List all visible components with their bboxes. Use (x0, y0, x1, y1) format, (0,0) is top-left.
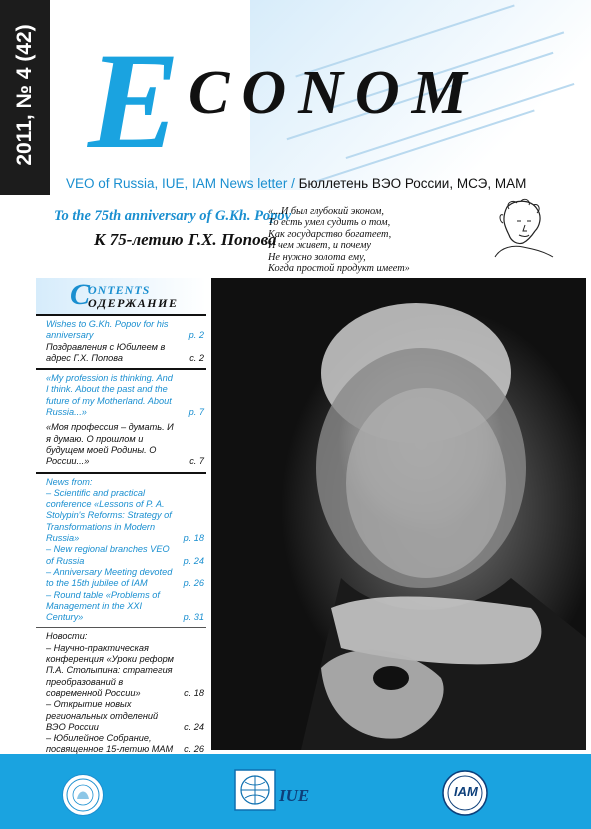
contents-entry[interactable] (46, 342, 204, 365)
entry-title: – Научно-практическая конференция «Уроки реформ П.А. Столыпина: стратегия преобразований в современной России» (46, 642, 174, 698)
iam-logo-text: IAM (454, 784, 478, 799)
entry-title: – Scientific and practical conference «Lessons of P. A. Stolypin's Reforms: Strategy of Transformations in Modern Russia» (46, 487, 172, 544)
entry-title: «My profession is thinking. And I think. About the past and the future of my Motherland. About Russia...» (46, 373, 173, 418)
masthead-title: CONOM (188, 59, 479, 127)
contents-entry (46, 631, 204, 642)
entry-title: – Юбилейное Собрание, посвященное 15-летию МАМ (46, 733, 174, 755)
entry-page: p. 18 (183, 533, 204, 544)
quote-line: «...И был глубокий эконом, (268, 206, 384, 217)
contents-entry[interactable] (46, 544, 204, 567)
entry-title: – Anniversary Meeting devoted to the 15th jubilee of IAM (46, 566, 173, 589)
iue-logo-text: IUE (279, 786, 310, 805)
quote-line: То есть умел судить о том, (268, 217, 391, 229)
veo-seal-logo (62, 774, 104, 816)
subtitle-en: VEO of Russia, IUE, IAM News letter / (66, 176, 295, 191)
entry-title: – Открытие новых региональных отделений ВЭО России (46, 699, 159, 732)
entry-page: p. 31 (183, 612, 204, 623)
contents-title (36, 278, 206, 314)
contents-list (36, 314, 206, 814)
contents-entry[interactable] (46, 319, 204, 342)
contents-entry[interactable] (46, 643, 204, 699)
entry-page: p. 24 (183, 555, 204, 566)
contents-section (36, 370, 206, 473)
subtitle-ru: Бюллетень ВЭО России, МСЭ, МАМ (298, 176, 527, 191)
contents-entry[interactable] (46, 590, 204, 624)
masthead-subtitle (66, 176, 526, 191)
quote-line: И чем живет, и почему (268, 240, 371, 252)
anniversary-heading-ru: К 75-летию Г.Х. Попова (94, 230, 277, 249)
contents-entry[interactable] (46, 567, 204, 590)
entry-title: – New regional branches VEO of Russia (46, 544, 170, 566)
entry-title: – Round table «Problems of Management in the XXI Century» (46, 589, 160, 623)
contents-title-en: ONTENTS (88, 283, 151, 297)
entry-title: Wishes to G.Kh. Popov for his anniversary (46, 319, 169, 341)
contents-initial: C (70, 278, 91, 311)
contents-title-ru: ОДЕРЖАНИЕ (88, 296, 179, 310)
masthead-initial: E (88, 24, 181, 177)
contents-entry[interactable] (46, 733, 204, 756)
entry-page: p. 2 (188, 330, 204, 341)
contents-entry (46, 477, 204, 488)
iue-logo (233, 768, 323, 814)
quote-line: Не нужно золота ему, (268, 251, 366, 263)
entry-title: Поздравления с Юбилеем в адрес Г.Х. Попова (46, 341, 166, 363)
contents-entry[interactable] (46, 422, 204, 467)
entry-page: p. 26 (183, 578, 204, 589)
issue-strip (0, 0, 50, 195)
entry-title: «Моя профессия – думать. И я думаю. О прошлом и будущем моей Родины. О России...» (46, 422, 174, 467)
iam-logo (434, 768, 496, 818)
entry-page: с. 26 (184, 744, 204, 755)
pushkin-quote (268, 206, 478, 274)
entry-page: с. 2 (189, 352, 204, 363)
contents-entry[interactable] (46, 488, 204, 544)
issue-label: 2011, № 4 (42) (13, 24, 36, 166)
portrait-photo (211, 278, 586, 750)
portrait-silhouette (211, 278, 586, 750)
contents-section (36, 316, 206, 370)
pushkin-portrait-sketch (487, 197, 557, 259)
contents-panel (36, 278, 206, 814)
contents-entry[interactable] (46, 373, 204, 418)
footer-bar (0, 754, 591, 829)
entry-page: p. 7 (188, 407, 204, 418)
entry-page: с. 7 (189, 456, 204, 467)
contents-section (36, 474, 206, 629)
entry-title: News from: (46, 476, 93, 487)
entry-page: с. 24 (184, 721, 204, 732)
entry-title: Новости: (46, 631, 88, 642)
contents-entry[interactable] (46, 699, 204, 733)
anniversary-heading-en: To the 75th anniversary of G.Kh. Popov (54, 208, 292, 224)
entry-page: с. 18 (184, 687, 204, 698)
quote-line: Когда простой продукт имеет» (268, 263, 410, 275)
quote-line: Как государство богатеет, (268, 228, 392, 240)
